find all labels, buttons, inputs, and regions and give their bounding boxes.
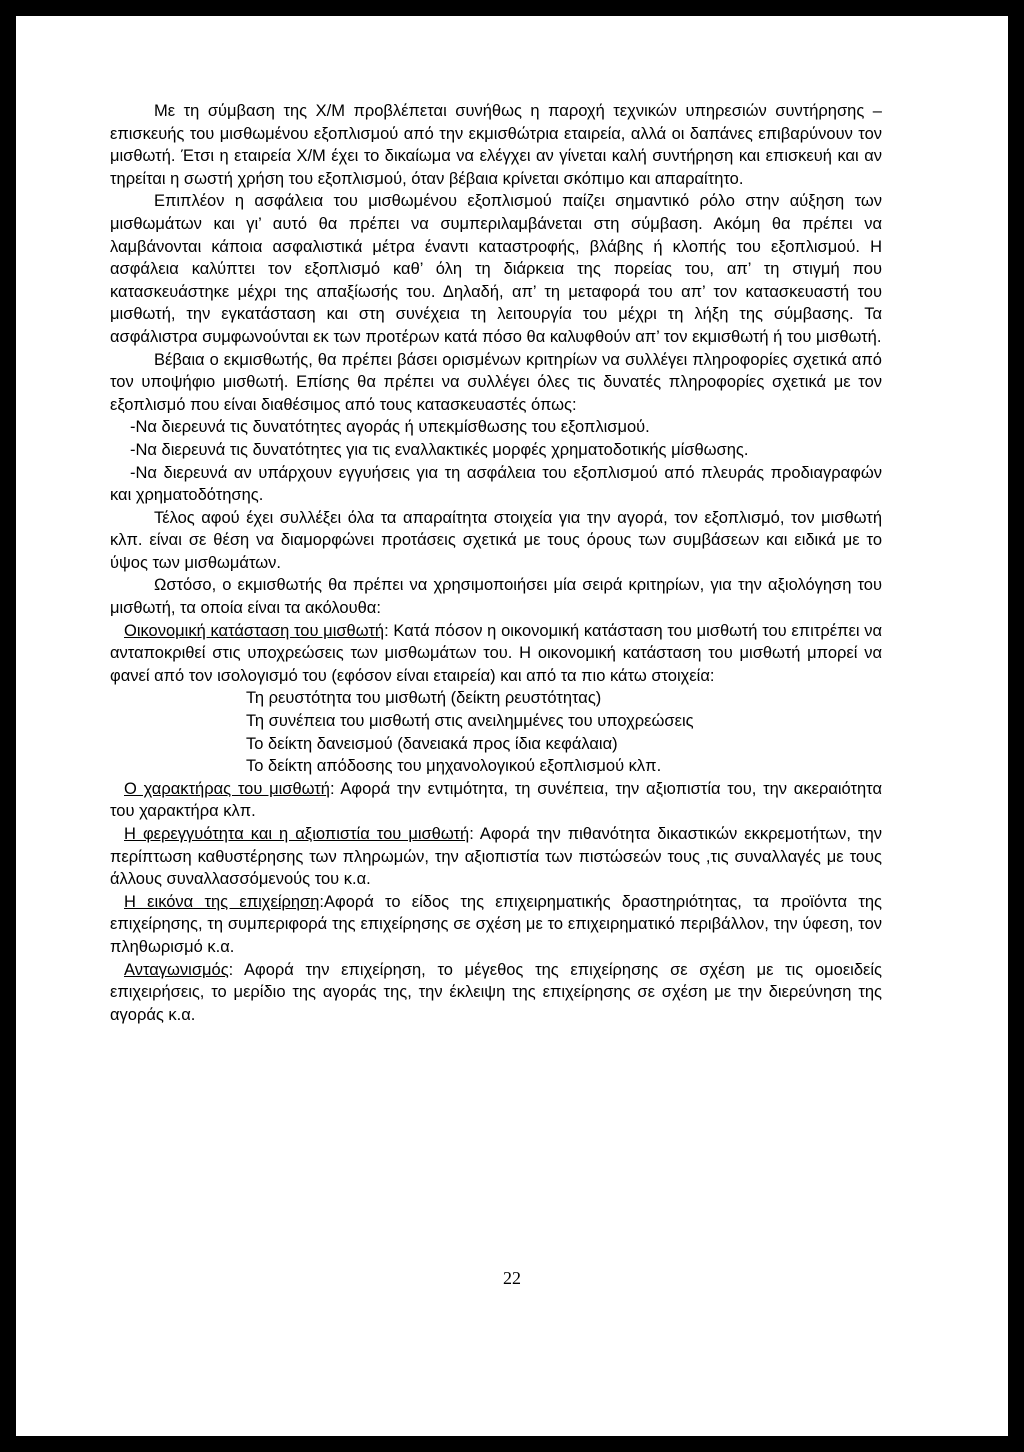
criterion-competition <box>110 959 882 1027</box>
criterion-reliability <box>110 823 882 891</box>
paragraph-criteria-intro: Ωστόσο, ο εκμισθωτής θα πρέπει να χρησιμοποιήσει μία σειρά κριτηρίων, για την αξιολόγηση του μισθωτή, τα οποία είναι τα ακόλουθα: <box>110 576 882 618</box>
criterion-image-label: Η εικόνα της επιχείρηση <box>124 892 320 911</box>
criterion-reliability-text: : Αφορά την πιθανότητα δικαστικών εκκρεμοτήτων, την περίπτωση καθυστέρησης των πληρωμών, την αξιοπιστία των πιστώσεών τους ,τις συναλλαγές με τους άλλους συναλλασσόμενούς του κ.α. <box>110 825 882 889</box>
ratio-item: Το δείκτη δανεισμού (δανειακά προς ίδια κεφάλαια) <box>246 734 618 753</box>
paragraph-information: Βέβαια ο εκμισθωτής, θα πρέπει βάσει ορισμένων κριτηρίων να συλλέγει πληροφορίες σχετικά από τον υποψήφιο μισθωτή. Επίσης θα πρέπει να συλλέγει όλες τις δυνατές πληροφορίες σχετικά με τον εξοπλισμό που είναι διαθέσιμος από τους κατασκευαστές όπως: <box>110 350 882 414</box>
ratio-item: Τη συνέπεια του μισθωτή στις ανειλημμένες του υποχρεώσεις <box>246 712 694 731</box>
criterion-character <box>110 778 882 823</box>
criterion-financial-text: : Κατά πόσον η οικονομική κατάσταση του μισθωτή του επιτρέπει να ανταποκριθεί στις υποχρεώσεις των μισθωμάτων του. Η οικονομική κατάσταση του μισθωτή μπορεί να φανεί από τον ισολογισμό του (εφόσον είναι εταιρεία) και από τα πιο κάτω στοιχεία: <box>110 621 882 685</box>
page-number: 22 <box>503 1268 521 1288</box>
criterion-financial <box>110 620 882 688</box>
paragraph-proposals: Τέλος αφού έχει συλλέξει όλα τα απαραίτητα στοιχεία για την αγορά, τον εξοπλισμό, τον μισθωτή κλπ. είναι σε θέση να διαμορφώνει προτάσεις σχετικά με τους όρους των συμβάσεων και ειδικά με το ύψος των μισθωμάτων. <box>110 508 882 572</box>
criterion-image-text: :Αφορά το είδος της επιχειρηματικής δραστηριότητας, τα προϊόντα της επιχείρησης, τη συμπεριφορά της επιχείρησης σε σχέση με το επιχειρηματικό περιβάλλον, την ύφεση, τον πληθωρισμό κ.α. <box>110 892 882 956</box>
criterion-competition-text: : Αφορά την επιχείρηση, το μέγεθος της επιχείρησης σε σχέση με τις ομοειδείς επιχειρήσεις, το μερίδιο της αγοράς της, την έκλειψη της επιχείρησης σε σχέση με την διερεύνηση της αγοράς κ.α. <box>110 960 882 1024</box>
document-page <box>16 16 1008 1436</box>
criterion-character-label: Ο χαρακτήρας του μισθωτή <box>124 779 330 798</box>
body-text <box>110 100 882 1026</box>
ratio-item: Το δείκτη απόδοσης του μηχανολογικού εξοπλισμού κλπ. <box>246 757 662 776</box>
financial-ratios-list <box>110 687 882 777</box>
paragraph-insurance: Επιπλέον η ασφάλεια του μισθωμένου εξοπλισμού παίζει σημαντικό ρόλο στην αύξηση των μισθωμάτων και γι’ αυτό θα πρέπει να συμπεριλαμβάνεται στη σύμβαση. Ακόμη θα πρέπει να λαμβάνονται κάποια ασφαλιστικά μέτρα έναντι καταστροφής, βλάβης ή κλοπής του εξοπλισμού. Η ασφάλεια καλύπτει τον εξοπλισμό καθ’ όλη τη διάρκεια της πορείας του, απ’ τη στιγμή που κατασκευάστηκε μέχρι της απαξίωσής του. Δηλαδή, απ’ τη μεταφορά του απ’ τον κατασκευαστή του μισθωτή, την εγκατάσταση και στη συνέχεια τη λειτουργία του μέχρι τη λήξη της σύμβασης. Τα ασφάλιστρα συμφωνούνται εκ των προτέρων κατά πόσο θα καλυφθούν απ’ τον εκμισθωτή ή του μισθωτή. <box>110 192 882 346</box>
criterion-competition-label: Ανταγωνισμός <box>124 960 229 979</box>
criterion-reliability-label: Η φερεγγυότητα και η αξιοπιστία του μισθωτή <box>124 825 470 843</box>
bullet-guarantees: -Να διερευνά αν υπάρχουν εγγυήσεις για τη ασφάλεια του εξοπλισμού από πλευράς προδιαγραφών και χρηματοδότησης. <box>110 463 882 505</box>
criterion-image <box>110 891 882 959</box>
paragraph-maintenance: Με τη σύμβαση της Χ/Μ προβλέπεται συνήθως η παροχή τεχνικών υπηρεσιών συντήρησης – επισκευής του μισθωμένου εξοπλισμού από την εκμισθώτρια εταιρεία, αλλά οι δαπάνες επιβαρύνουν τον μισθωτή. Έτσι η εταιρεία Χ/Μ έχει το δικαίωμα να ελέγχει αν γίνεται καλή συντήρηση και επισκευή και αν τηρείται η σωστή χρήση του εξοπλισμού, όταν βέβαια κρίνεται σκόπιμο και απαραίτητο. <box>110 102 882 188</box>
bullet-financing-forms: -Να διερευνά τις δυνατότητες για τις εναλλακτικές μορφές χρηματοδοτικής μίσθωσης. <box>130 440 749 459</box>
criterion-character-text: : Αφορά την εντιμότητα, τη συνέπεια, την αξιοπιστία του, την ακεραιότητα του χαρακτήρα κλπ. <box>110 779 883 821</box>
ratio-item: Τη ρευστότητα του μισθωτή (δείκτη ρευστότητας) <box>246 689 602 708</box>
criterion-financial-label: Οικονομική κατάσταση του μισθωτή <box>124 621 385 640</box>
bullet-purchase-options: -Να διερευνά τις δυνατότητες αγοράς ή υπεκμίσθωσης του εξοπλισμού. <box>130 418 650 437</box>
